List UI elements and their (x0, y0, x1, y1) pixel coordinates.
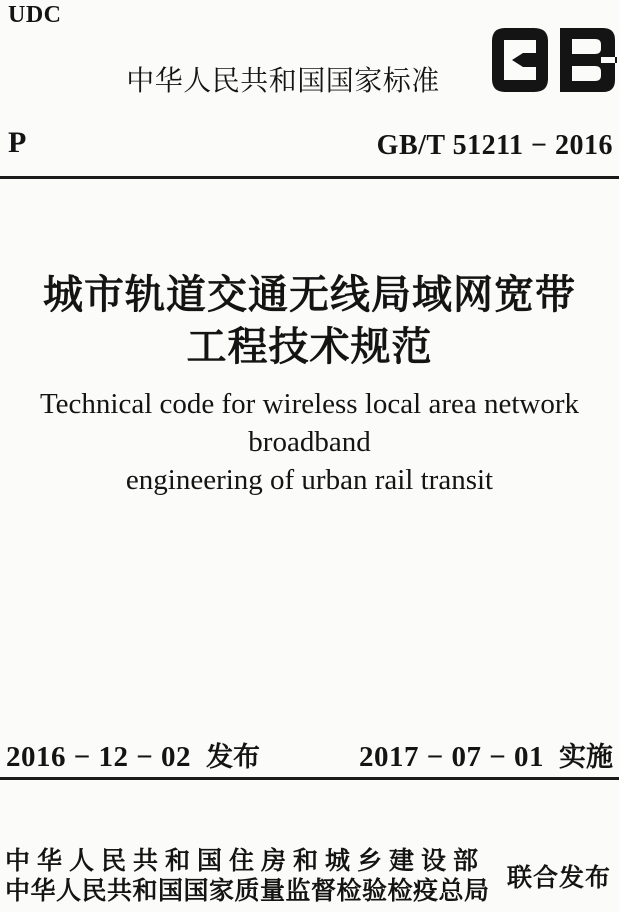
title-chinese-line1: 城市轨道交通无线局域网宽带 (43, 272, 576, 317)
publisher-line1: 中华人民共和国住房和城乡建设部 (5, 847, 486, 875)
publishers-block (5, 846, 614, 906)
joint-publication-label: 联合发布 (506, 864, 611, 892)
dates-row (6, 735, 613, 774)
publisher-names (5, 846, 490, 906)
national-standard-heading: 中华人民共和国国家标准 (126, 65, 440, 96)
title-chinese-line2: 工程技术规范 (186, 324, 433, 369)
title-english (0, 385, 619, 499)
implementation-date: 2017 − 07 − 01 (358, 741, 544, 773)
publisher-line2: 中华人民共和国国家质量监督检验检疫总局 (5, 877, 490, 905)
title-chinese (0, 269, 619, 373)
bottom-divider-line (0, 777, 619, 780)
issue-date: 2016 − 12 − 02 (6, 741, 192, 773)
udc-label: UDC (8, 2, 62, 28)
implementation-date-group (359, 735, 613, 774)
standard-number: GB/T 51211 − 2016 (376, 130, 613, 161)
issue-label: 发布 (206, 742, 261, 772)
top-divider-line (0, 176, 619, 179)
title-english-line2: engineering of urban rail transit (125, 464, 494, 496)
gb-standard-logo-icon (490, 27, 617, 93)
title-english-line1: Technical code for wireless local area network broadband (39, 388, 580, 458)
implementation-label: 实施 (559, 742, 613, 772)
issue-date-group (6, 735, 260, 774)
p-classification-label: P (8, 126, 27, 159)
